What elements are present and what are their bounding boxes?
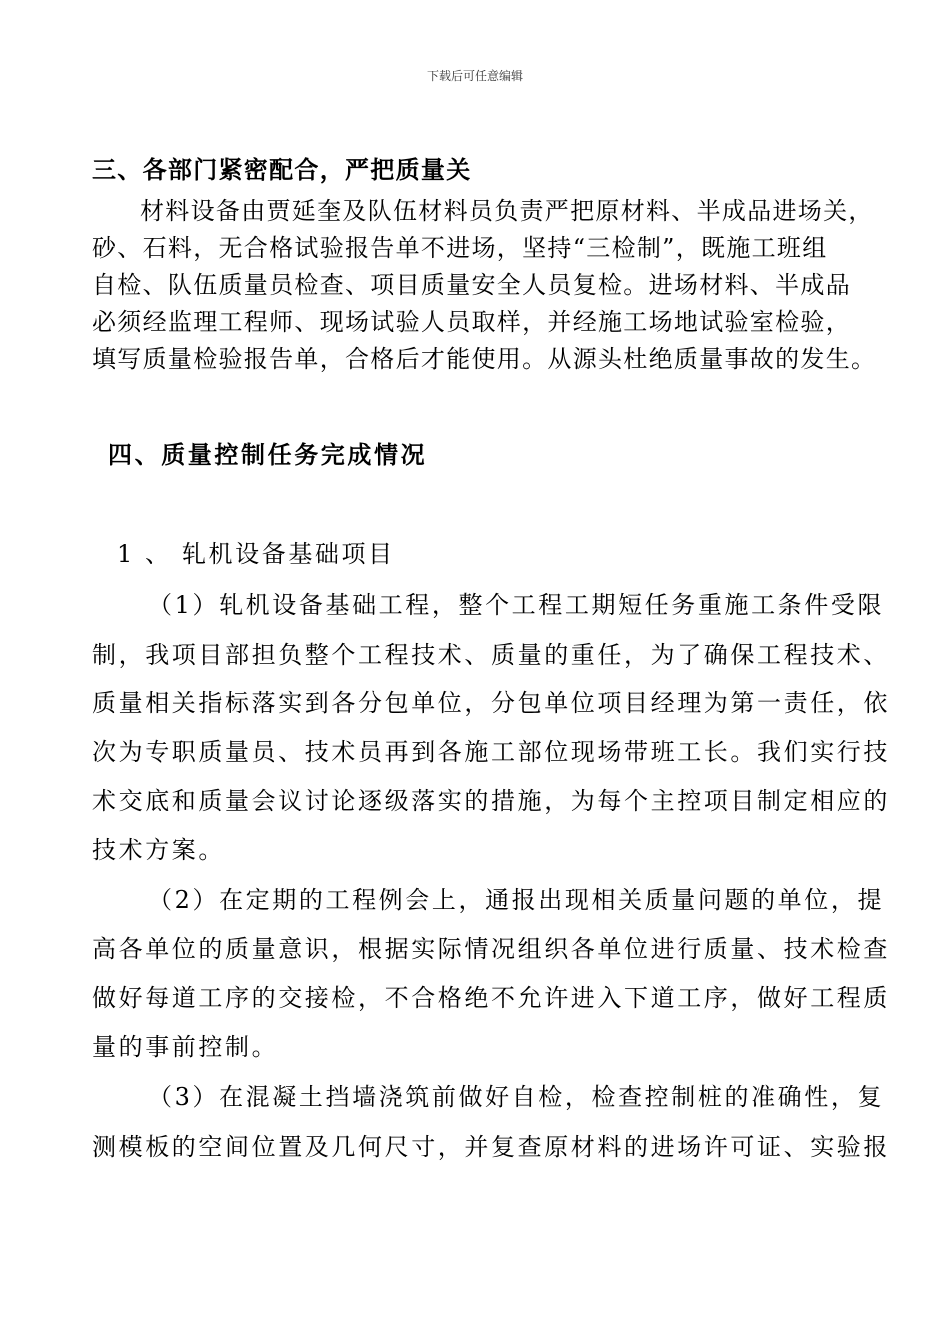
paragraph-line: （3）在混凝土挡墙浇筑前做好自检，检查控制桩的准确性，复 xyxy=(148,1083,885,1111)
paragraph-line: 测模板的空间位置及几何尺寸，并复查原材料的进场许可证、实验报 xyxy=(92,1133,890,1161)
paragraph-line: 材料设备由贾延奎及队伍材料员负责严把原材料、半成品进场关， xyxy=(140,197,874,225)
paragraph-line: 制，我项目部担负整个工程技术、质量的重任，为了确保工程技术、 xyxy=(92,641,890,669)
section-heading: 四、质量控制任务完成情况 xyxy=(108,441,428,469)
paragraph-line: 质量相关指标落实到各分包单位，分包单位项目经理为第一责任，依 xyxy=(92,689,890,717)
paragraph-line: 量的事前控制。 xyxy=(92,1033,279,1061)
header-note: 下载后可任意编辑 xyxy=(426,69,523,83)
paragraph-line: 做好每道工序的交接检，不合格绝不允许进入下道工序，做好工程质 xyxy=(92,984,890,1012)
paragraph-line: 技术方案。 xyxy=(92,836,225,864)
section-heading: 三、各部门紧密配合，严把质量关 xyxy=(92,156,472,184)
paragraph-line: 填写质量检验报告单，合格后才能使用。从源头杜绝质量事故的发生。 xyxy=(92,345,877,373)
paragraph-line: （1）轧机设备基础工程，整个工程工期短任务重施工条件受限 xyxy=(148,591,885,619)
paragraph-line: 高各单位的质量意识，根据实际情况组织各单位进行质量、技术检查 xyxy=(92,935,890,963)
paragraph-line: （2）在定期的工程例会上，通报出现相关质量问题的单位，提 xyxy=(148,886,885,914)
paragraph-line: 砂、石料，无合格试验报告单不进场，坚持“三检制”，既施工班组 xyxy=(92,234,828,262)
paragraph-line: 必须经监理工程师、现场试验人员取样，并经施工场地试验室检验， xyxy=(92,308,851,336)
paragraph-line: 术交底和质量会议讨论逐级落实的措施，为每个主控项目制定相应的 xyxy=(92,787,890,815)
paragraph-line: 次为专职质量员、技术员再到各施工部位现场带班工长。我们实行技 xyxy=(92,738,890,766)
subsection-heading: 1 、 轧机设备基础项目 xyxy=(117,540,395,568)
paragraph-line: 自检、队伍质量员检查、项目质量安全人员复检。进场材料、半成品 xyxy=(92,271,851,299)
